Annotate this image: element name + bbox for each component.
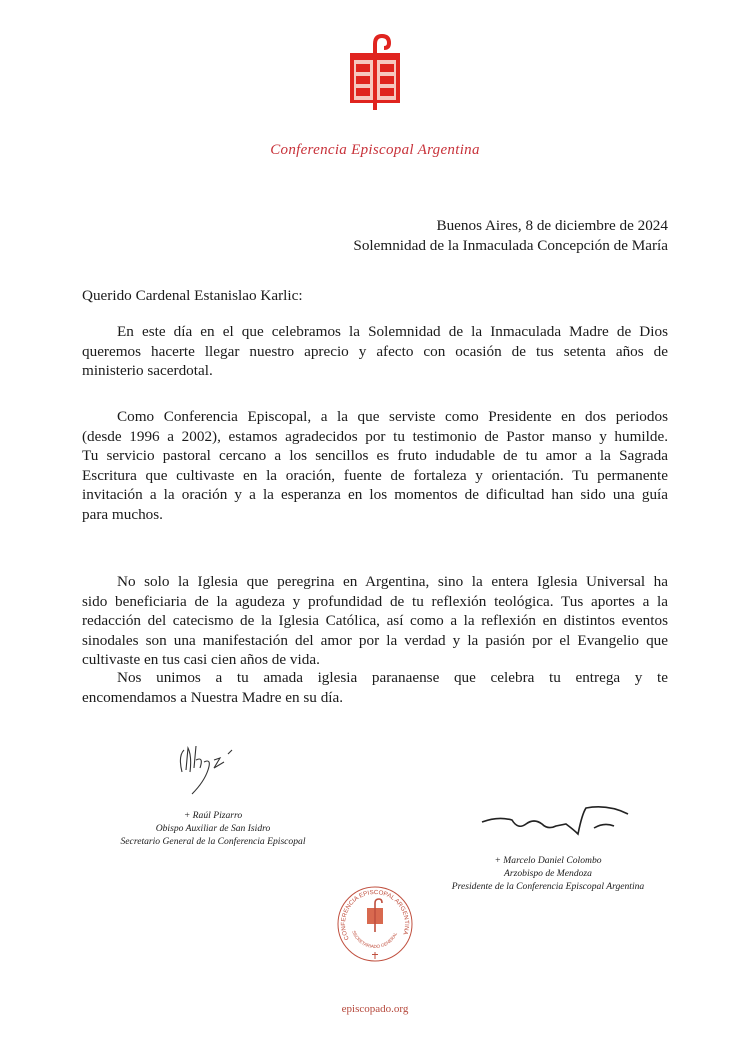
paragraph-line: para muchos. (82, 505, 163, 523)
footer-website[interactable]: episcopado.org (341, 1003, 409, 1015)
paragraph-line: Escritura que cultivaste en la oración, fuente de fortaleza y orientación. Tu permanente (82, 466, 668, 484)
occasion-line: Solemnidad de la Inmaculada Concepción de María (353, 237, 668, 254)
seal-inner-text: SECRETARIADO GENERAL (351, 929, 399, 950)
signatory-left (93, 809, 333, 848)
paragraph-line: Tu servicio pastoral cercano a los sencillos es fruto indudable de tu amor a la Sagrada (82, 447, 668, 465)
letter-paragraph (82, 668, 668, 707)
signatory-name: + Marcelo Daniel Colombo (494, 855, 602, 866)
signature-colombo (478, 800, 638, 840)
paragraph-line: sinodales son una manifestación del amor por la verdad y la pasión por el Evangelio que (82, 631, 668, 649)
signatory-role: Arzobispo de Mendoza (504, 868, 592, 879)
paragraph-line: cultivaste en tus casi cien años de vida. (82, 651, 320, 669)
place-and-date (353, 216, 668, 256)
paragraph-line: encomendamos a Nuestra Madre en su día. (82, 688, 344, 706)
signatory-name: + Raúl Pizarro (183, 810, 243, 821)
organization-title: Conferencia Episcopal Argentina (270, 142, 480, 158)
signatory-right (428, 854, 668, 893)
paragraph-line: Como Conferencia Episcopal, a la que serviste como Presidente en dos periodos (117, 408, 668, 425)
seal-outer-text: CONFERENCIA EPISCOPAL ARGENTINA (340, 889, 410, 941)
paragraph-line: (desde 1996 a 2002), estamos agradecidos por tu testimonio de Pastor manso y humilde. (82, 427, 668, 445)
paragraph-line: No solo la Iglesia que peregrina en Argentina, sino la entera Iglesia Universal ha (117, 573, 668, 590)
salutation: Querido Cardenal Estanislao Karlic: (82, 287, 303, 304)
paragraph-line: Nos unimos a tu amada iglesia paranaense que celebra tu entrega y te (117, 669, 668, 686)
letter-paragraph (82, 572, 668, 670)
paragraph-line: sido beneficiaria de la agudeza y profundidad de tu reflexión teológica. Tus aportes a la (82, 592, 668, 610)
signatory-title: Secretario General de la Conferencia Episcopal (120, 836, 306, 847)
paragraph-line: invitación a la oración y a la esperanza en los momentos de dificultad han sido una guía (82, 486, 668, 504)
letter-paragraph (82, 322, 668, 381)
signatory-title: Presidente de la Conferencia Episcopal Argentina (451, 881, 645, 892)
signatory-role: Obispo Auxiliar de San Isidro (155, 823, 271, 834)
conference-logo (330, 30, 420, 112)
paragraph-line: En este día en el que celebramos la Solemnidad de la Inmaculada Madre de Dios (117, 323, 668, 340)
signature-pizarro (170, 742, 250, 797)
paragraph-line: queremos hacerte llegar nuestro aprecio y afecto con ocasión de tus setenta años de (82, 342, 668, 360)
svg-text:SECRETARIADO GENERAL (351, 930, 398, 949)
paragraph-line: ministerio sacerdotal. (82, 362, 213, 380)
date-line: Buenos Aires, 8 de diciembre de 2024 (436, 217, 668, 234)
letter-paragraph (82, 407, 668, 525)
paragraph-line: redacción del catecismo de la Iglesia Católica, así como a la reflexión en distintos eventos (82, 612, 668, 630)
secretariat-seal (335, 885, 415, 965)
